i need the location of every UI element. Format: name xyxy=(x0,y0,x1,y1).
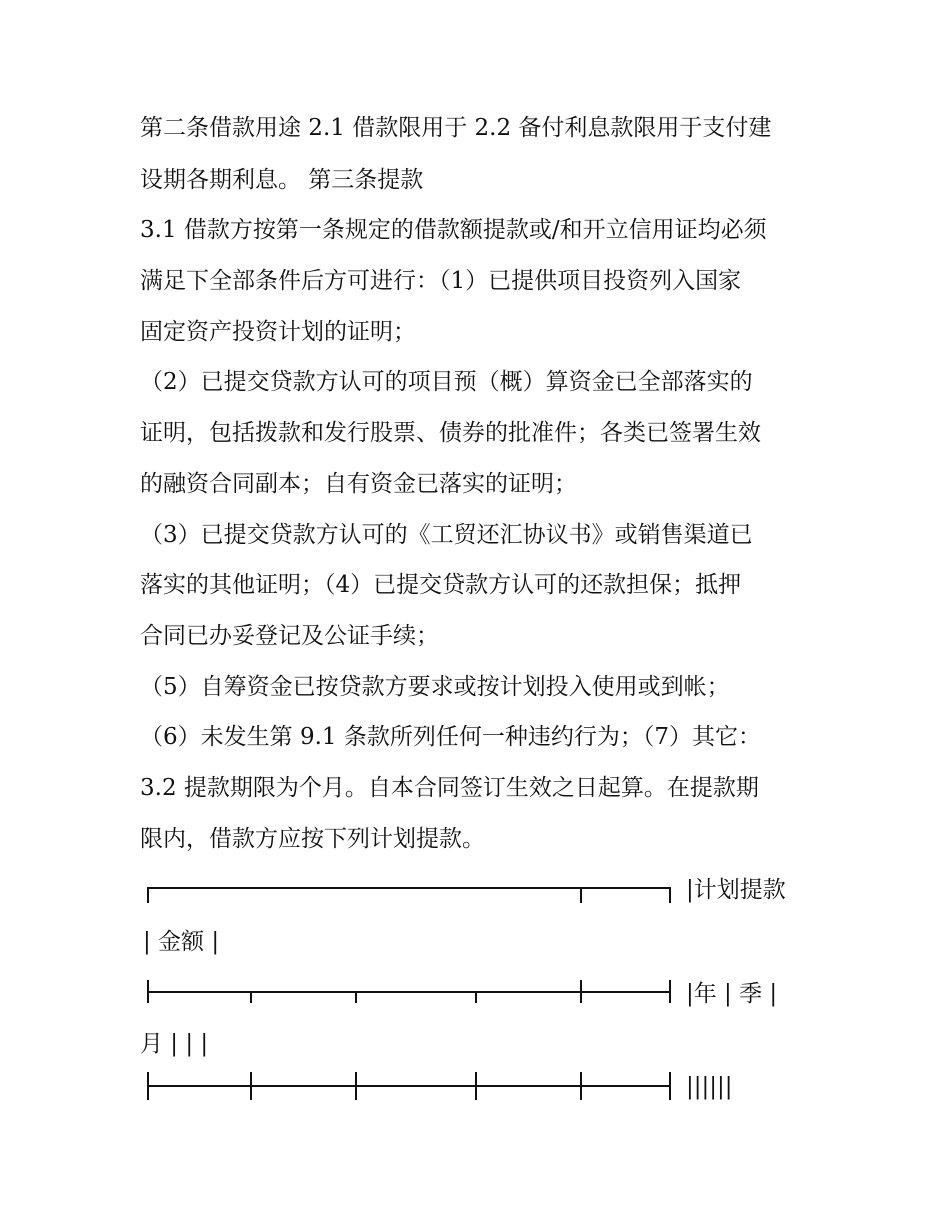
text-line-1: 第二条借款用途 2.1 借款限用于 2.2 备付利息款限用于支付建 xyxy=(140,115,772,141)
text-line-15: 限内，借款方应按下列计划提款。 xyxy=(140,826,485,852)
table-bottom-bars: |||||| xyxy=(686,1074,733,1100)
table-year-season-label: |年 | 季 | xyxy=(686,981,778,1007)
text-line-7: 证明，包括拨款和发行股票、债券的批准件；各类已签署生效 xyxy=(140,420,761,446)
table-plan-label: |计划提款 xyxy=(686,877,786,903)
text-line-4: 满足下全部条件后方可进行：（1）已提供项目投资列入国家 xyxy=(140,268,742,294)
text-line-3: 3.1 借款方按第一条规定的借款额提款或/和开立信用证均必须 xyxy=(140,217,767,243)
text-line-8: 的融资合同副本；自有资金已落实的证明； xyxy=(140,471,577,497)
text-line-6: （2）已提交贷款方认可的项目预（概）算资金已全部落实的 xyxy=(140,369,753,395)
text-line-9: （3）已提交贷款方认可的《工贸还汇协议书》或销售渠道已 xyxy=(140,522,753,548)
table-top-rule xyxy=(148,888,670,903)
text-line-12: （5）自筹资金已按贷款方要求或按计划投入使用或到帐； xyxy=(140,674,730,700)
text-line-2: 设期各期利息。 第三条提款 xyxy=(140,167,424,193)
text-line-14: 3.2 提款期限为个月。自本合同签订生效之日起算。在提款期 xyxy=(140,775,759,801)
text-line-5: 固定资产投资计划的证明； xyxy=(140,319,416,345)
table-month-label: 月 | | | xyxy=(140,1031,209,1057)
text-line-10: 落实的其他证明；（4）已提交贷款方认可的还款担保；抵押 xyxy=(140,572,742,598)
table-bottom-rule xyxy=(148,1072,670,1100)
text-line-11: 合同已办妥登记及公证手续； xyxy=(140,623,439,649)
table-amount-label: | 金额 | xyxy=(143,929,220,955)
table-middle-rule xyxy=(148,980,670,1003)
text-line-13: （6）未发生第 9.1 条款所列任何一种违约行为；（7）其它： xyxy=(140,724,761,750)
